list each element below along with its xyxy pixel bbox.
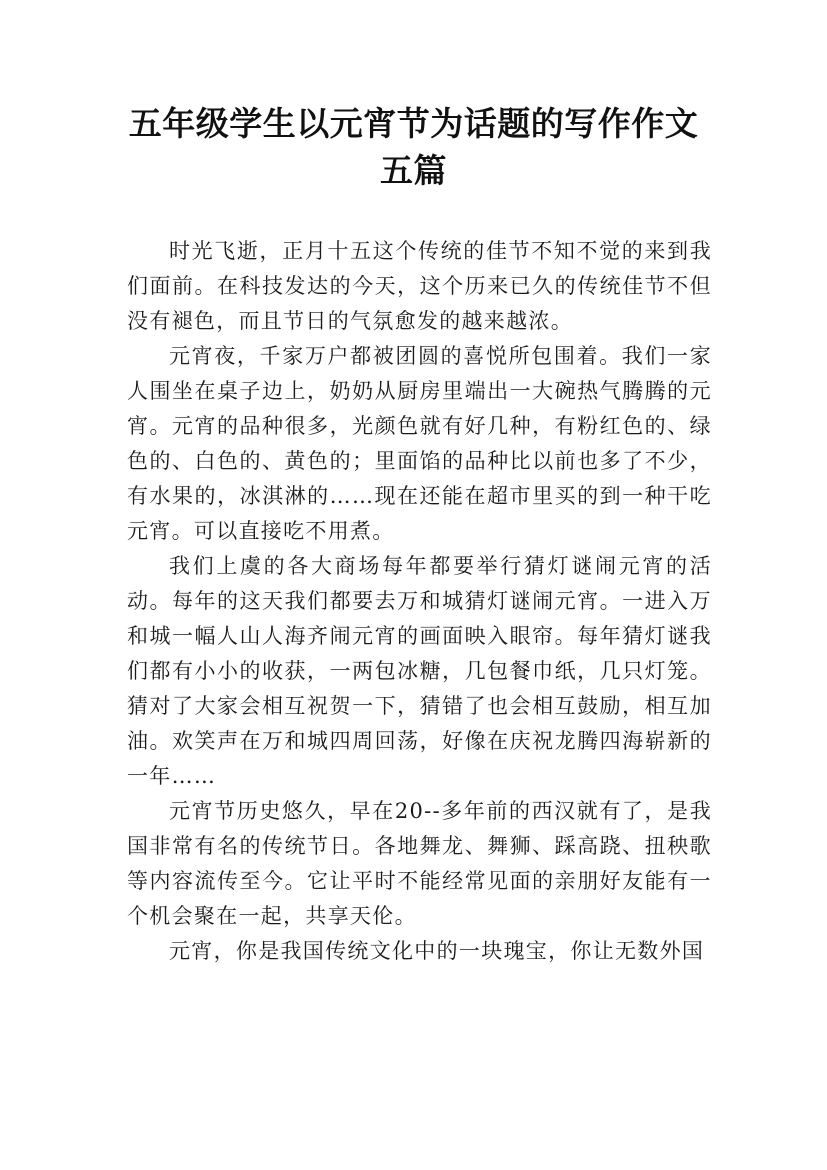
document-body	[127, 234, 712, 969]
document-title: 五年级学生以元宵节为话题的写作作文五篇	[128, 104, 699, 190]
paragraph: 时光飞逝，正月十五这个传统的佳节不知不觉的来到我们面前。在科技发达的今天，这个历来已久的传统佳节不但没有褪色，而且节日的气氛愈发的越来越浓。	[127, 239, 712, 333]
paragraph: 我们上虞的各大商场每年都要举行猜灯谜闹元宵的活动。每年的这天我们都要去万和城猜灯谜闹元宵。一进入万和城一幅人山人海齐闹元宵的画面映入眼帘。每年猜灯谜我们都有小小的收获，一两包冰糖，几包餐巾纸，几只灯笼。猜对了大家会相互祝贺一下，猜错了也会相互鼓励，相互加油。欢笑声在万和城四周回荡，好像在庆祝龙腾四海崭新的一年……	[127, 554, 712, 788]
paragraph: 元宵节历史悠久，早在20--多年前的西汉就有了，是我国非常有名的传统节日。各地舞龙、舞狮、踩高跷、扭秧歌等内容流传至今。它让平时不能经常见面的亲朋好友能有一个机会聚在一起，共享天伦。	[127, 799, 712, 928]
paragraph: 元宵，你是我国传统文化中的一块瑰宝，你让无数外国	[169, 939, 705, 963]
paragraph: 元宵夜，千家万户都被团圆的喜悦所包围着。我们一家人围坐在桌子边上，奶奶从厨房里端出一大碗热气腾腾的元宵。元宵的品种很多，光颜色就有好几种，有粉红色的、绿色的、白色的、黄色的；里面馅的品种比以前也多了不少，有水果的，冰淇淋的……现在还能在超市里买的到一种干吃元宵。可以直接吃不用煮。	[127, 344, 712, 543]
